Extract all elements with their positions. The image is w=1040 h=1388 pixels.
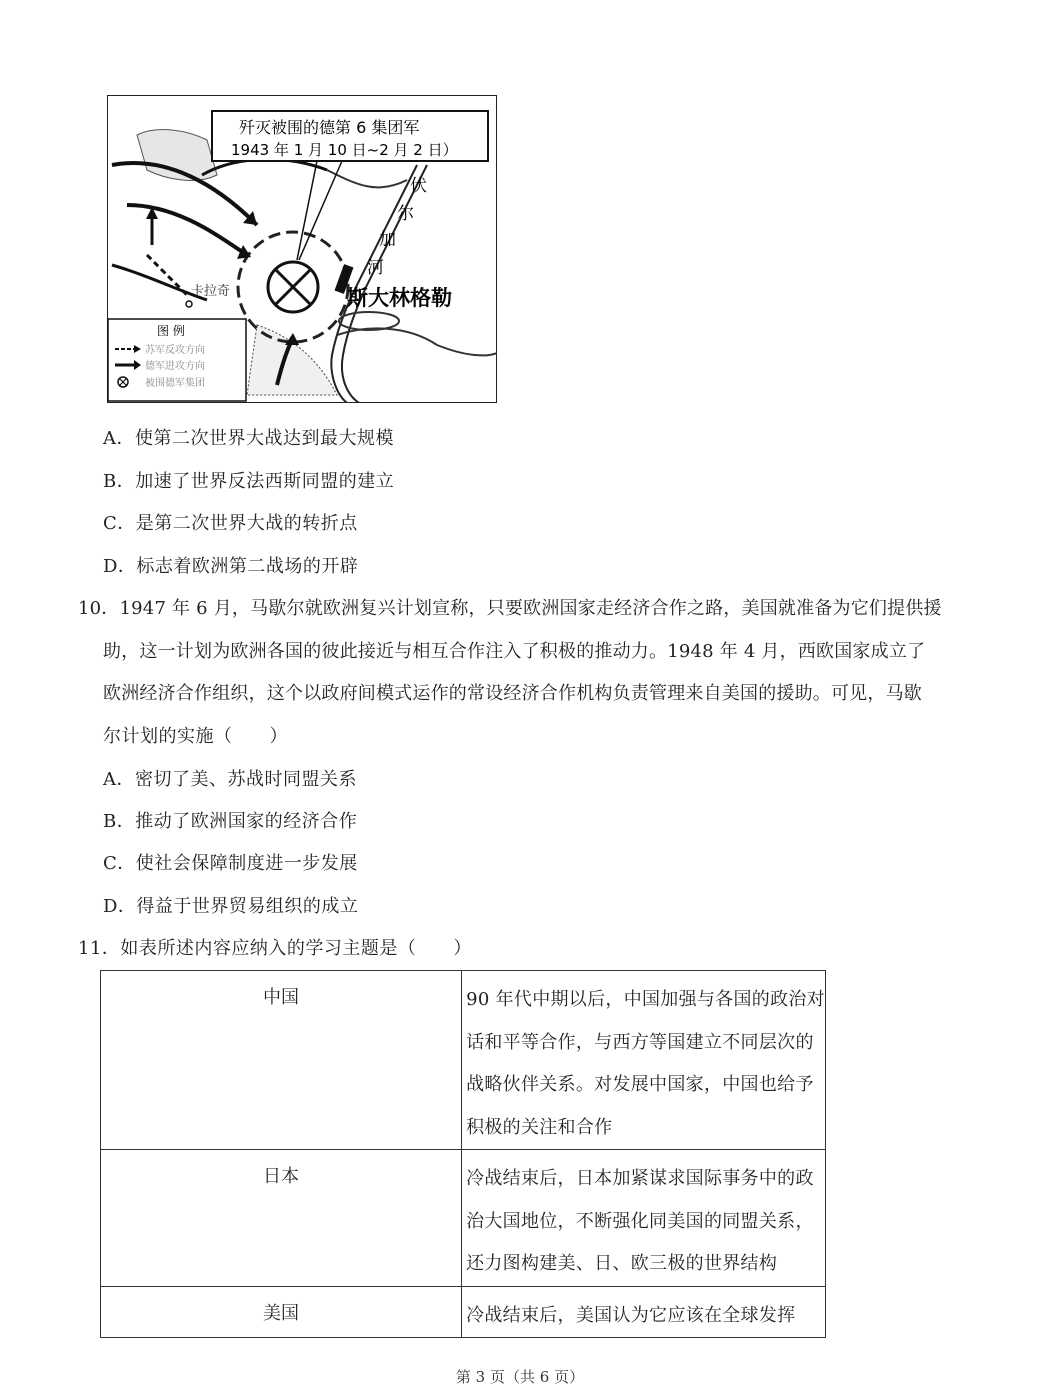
table-cell-country: 美国 [101,1286,462,1338]
river-char-4: 河 [367,258,384,278]
description-line: 积极的关注和合作 [466,1116,613,1138]
q10-stem-line-3: 欧洲经济合作组织，这个以政府间模式运作的常设经济合作机构负责管理来自美国的援助。可见，马歇 [103,683,922,704]
page-footer: 第 3 页（共 6 页） [455,1368,585,1386]
description-line: 冷战结束后，日本加紧谋求国际事务中的政 [466,1168,814,1189]
table-cell-description [462,1286,826,1338]
q9-option-a: A．使第二次世界大战达到最大规模 [103,428,394,449]
legend-item-1: 苏军反攻方向 [145,345,205,356]
description-line: 战略伙伴关系。对发展中国家，中国也给予 [466,1074,814,1095]
q9-option-d: D．标志着欧洲第二战场的开辟 [103,556,359,577]
city-label: 斯大林格勒 [347,286,452,310]
table-cell-description [462,971,826,1150]
description-line: 还力图构建美、日、欧三极的世界结构 [466,1253,778,1274]
q10-stem-line-1: 10．1947 年 6 月，马歇尔就欧洲复兴计划宣称，只要欧洲国家走经济合作之路，美国就准备为它们提供援 [78,598,942,619]
stalingrad-battle-map [107,95,497,403]
q9-option-b: B．加速了世界反法西斯同盟的建立 [103,471,395,492]
q11-table [100,970,826,1338]
q9-option-c: C．是第二次世界大战的转折点 [103,513,358,534]
q10-option-c: C．使社会保障制度进一步发展 [103,853,358,874]
description-line: 治大国地位，不断强化同美国的同盟关系， [466,1210,814,1232]
table-row [101,1150,826,1287]
table-cell-country: 日本 [101,1150,462,1287]
table-row [101,1286,826,1338]
table-cell-description [462,1150,826,1287]
q10-option-a: A．密切了美、苏战时同盟关系 [103,769,357,790]
q10-stem-line-4: 尔计划的实施（ ） [103,726,288,747]
legend-item-3: 被围德军集团 [145,378,205,389]
legend-title: 图 例 [157,324,185,338]
q10-option-d: D．得益于世界贸易组织的成立 [103,896,359,917]
river-char-1: 伏 [410,176,427,196]
river-char-2: 尔 [397,204,414,224]
q10-stem-line-2: 助，这一计划为欧洲各国的彼此接近与相互合作注入了积极的推动力。1948 年 4 月，西欧国家成立了 [103,641,926,662]
table-row [101,971,826,1150]
legend-item-2: 德军进攻方向 [145,361,205,372]
description-line: 冷战结束后，美国认为它应该在全球发挥 [466,1304,796,1326]
map-callout-line2: 1943 年 1 月 10 日~2 月 2 日） [231,141,458,159]
table-cell-country: 中国 [101,971,462,1150]
town-label: 卡拉奇 [191,284,231,299]
river-char-3: 加 [379,230,396,250]
description-line: 话和平等合作，与西方等国建立不同层次的 [466,1031,814,1053]
q11-stem: 11．如表所述内容应纳入的学习主题是（ ） [78,938,472,959]
map-callout-line1: 歼灭被围的德第 6 集团军 [239,118,420,137]
description-line: 90 年代中期以后，中国加强与各国的政治对 [466,989,825,1010]
q10-option-b: B．推动了欧洲国家的经济合作 [103,811,358,832]
